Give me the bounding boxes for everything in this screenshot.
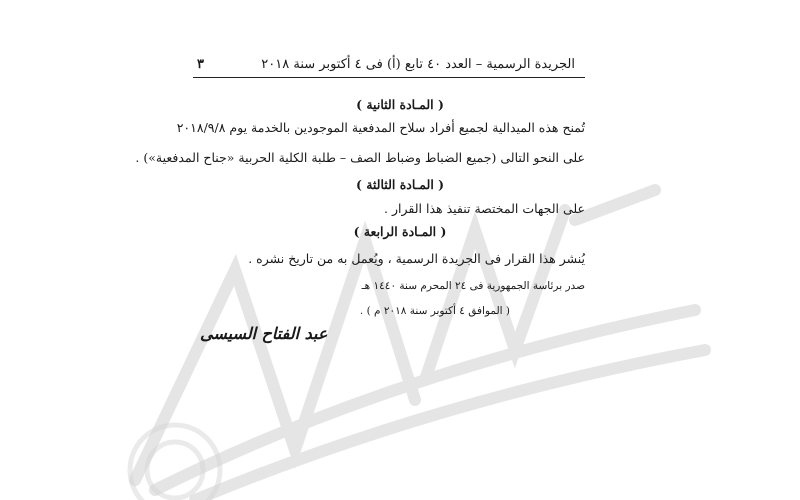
header-divider <box>193 77 585 78</box>
article-four-line-1: يُنشر هذا القرار فى الجريدة الرسمية ، ويُعمل به من تاريخ نشره . <box>248 251 585 266</box>
issuance-date-hijri: صدر برئاسة الجمهورية فى ٢٤ المحرم سنة ١٤٤٠ هـ <box>361 280 585 292</box>
article-four-heading: ( المـادة الرابعة ) <box>353 224 447 239</box>
header-title: الجريدة الرسمية – العدد ٤٠ تابع (أ) فى ٤ أكتوبر سنة ٢٠١٨ <box>261 57 575 72</box>
article-two-line-1: تُمنح هذه الميدالية لجميع أفراد سلاح المدفعية الموجودين بالخدمة يوم ٢٠١٨/٩/٨ <box>176 120 585 135</box>
page-number: ٣ <box>197 57 204 72</box>
page-header <box>193 57 585 75</box>
issuance-date-gregorian: ( الموافق ٤ أكتوبر سنة ٢٠١٨ م ) . <box>359 305 510 317</box>
article-two-heading: ( المـادة الثانية ) <box>356 97 444 112</box>
article-three-line-1: على الجهات المختصة تنفيذ هذا القرار . <box>384 201 585 216</box>
article-two-line-2: على النحو التالى (جميع الضباط وضباط الصف – طلبة الكلية الحربية «جناح المدفعية») . <box>135 150 585 165</box>
signature-name: عبد الفتاح السيسى <box>200 324 328 343</box>
article-three-heading: ( المـادة الثالثة ) <box>355 177 445 192</box>
